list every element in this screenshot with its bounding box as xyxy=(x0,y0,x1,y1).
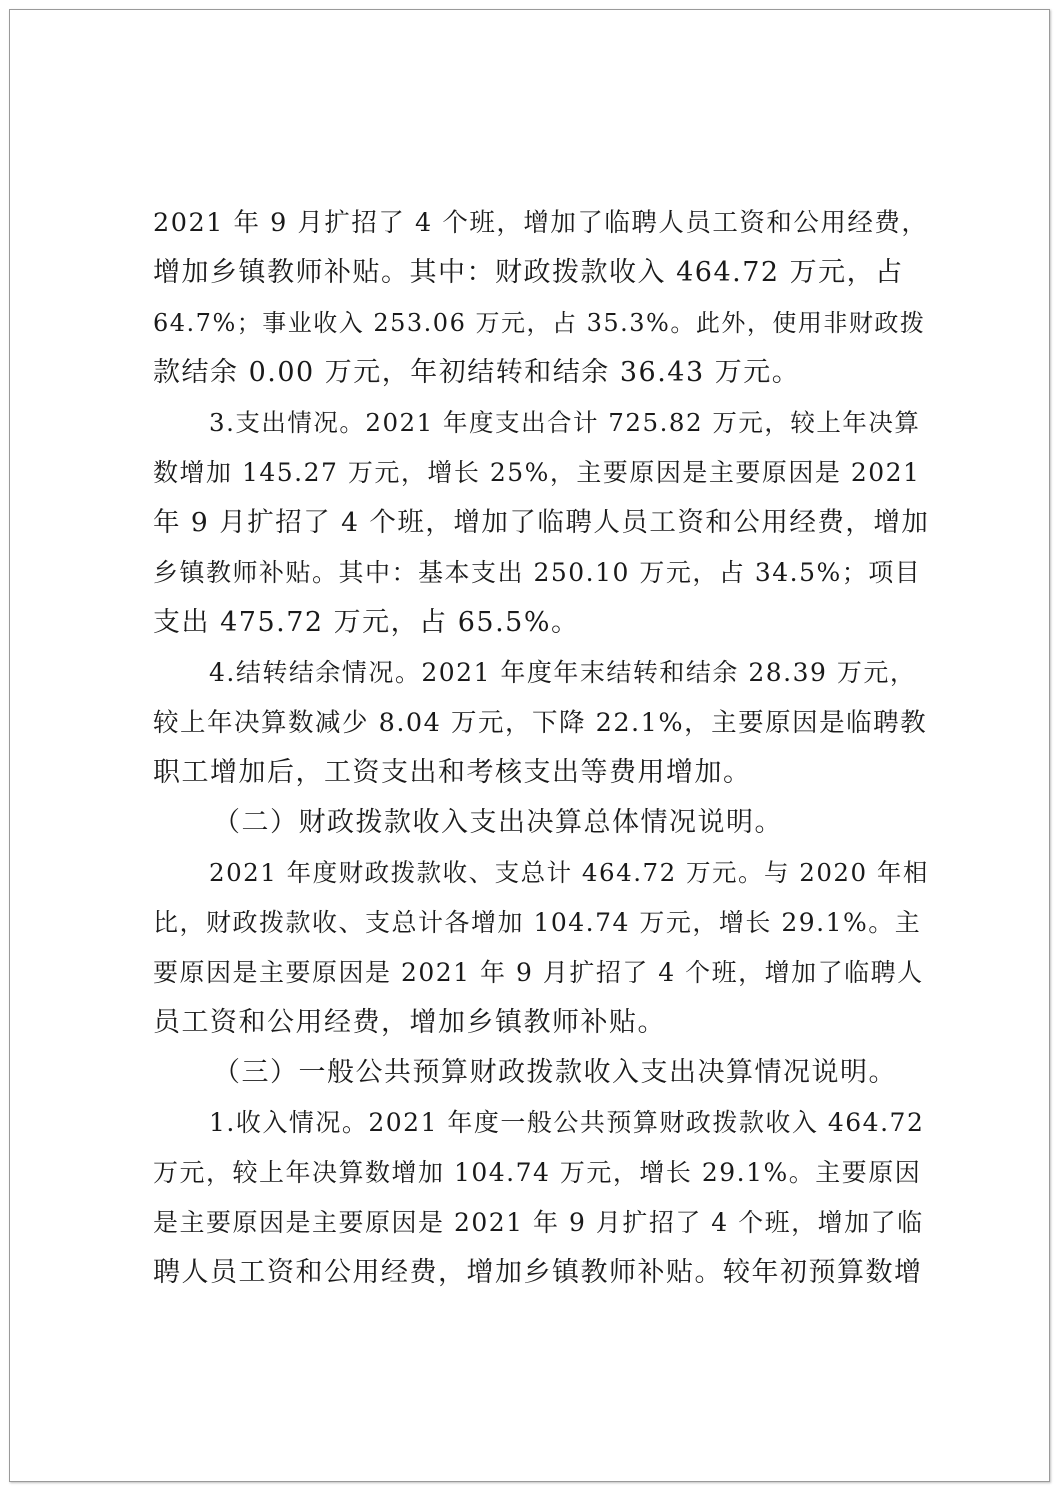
text-line: 1.收入情况。2021 年度一般公共预算财政拨款收入 464.72 xyxy=(209,1108,925,1137)
text-line: 聘人员工资和公用经费，增加乡镇教师补贴。较年初预算数增 xyxy=(153,1257,923,1288)
text-line: 3.支出情况。2021 年度支出合计 725.82 万元，较上年决算 xyxy=(209,408,921,437)
text-line: 款结余 0.00 万元，年初结转和结余 36.43 万元。 xyxy=(153,357,801,388)
text-line: 是主要原因是主要原因是 2021 年 9 月扩招了 4 个班，增加了临 xyxy=(153,1208,924,1237)
text-line: 要原因是主要原因是 2021 年 9 月扩招了 4 个班，增加了临聘人 xyxy=(153,958,924,987)
text-line: 乡镇教师补贴。其中：基本支出 250.10 万元，占 34.5%；项目 xyxy=(153,558,922,587)
text-line: 职工增加后，工资支出和考核支出等费用增加。 xyxy=(153,757,752,788)
text-line: 年 9 月扩招了 4 个班，增加了临聘人员工资和公用经费，增加 xyxy=(153,507,930,538)
section-heading: （三）一般公共预算财政拨款收入支出决算情况说明。 xyxy=(213,1057,897,1088)
text-line: 员工资和公用经费，增加乡镇教师补贴。 xyxy=(153,1007,666,1038)
document-page xyxy=(9,9,1050,1482)
text-line: 4.结转结余情况。2021 年度年末结转和结余 28.39 万元， xyxy=(209,658,917,687)
text-line: 增加乡镇教师补贴。其中：财政拨款收入 464.72 万元，占 xyxy=(153,257,904,288)
text-line: 较上年决算数减少 8.04 万元，下降 22.1%，主要原因是临聘教 xyxy=(153,708,928,738)
text-line: 2021 年 9 月扩招了 4 个班，增加了临聘人员工资和公用经费， xyxy=(153,208,929,238)
text-line: 支出 475.72 万元，占 65.5%。 xyxy=(153,607,580,638)
text-line: 2021 年度财政拨款收、支总计 464.72 万元。与 2020 年相 xyxy=(209,858,929,887)
text-line: 万元，较上年决算数增加 104.74 万元，增长 29.1%。主要原因 xyxy=(153,1158,922,1187)
text-line: 比，财政拨款收、支总计各增加 104.74 万元，增长 29.1%。主 xyxy=(153,908,922,937)
document-body xyxy=(153,198,928,1298)
section-heading: （二）财政拨款收入支出决算总体情况说明。 xyxy=(213,807,783,838)
text-line: 数增加 145.27 万元，增长 25%，主要原因是主要原因是 2021 xyxy=(153,458,921,487)
text-line: 64.7%；事业收入 253.06 万元，占 35.3%。此外，使用非财政拨 xyxy=(153,309,926,337)
